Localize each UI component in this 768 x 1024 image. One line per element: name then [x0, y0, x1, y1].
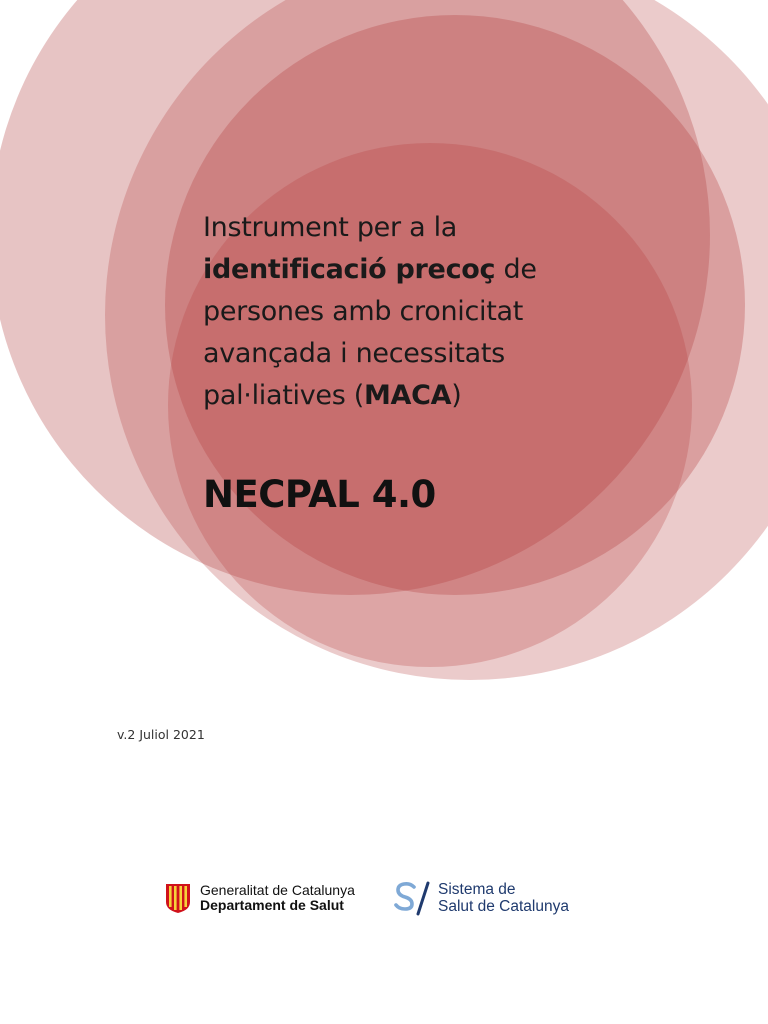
generalitat-emblem-icon — [164, 882, 192, 914]
sistema-line-2: Salut de Catalunya — [438, 898, 569, 915]
title-emphasis: identificació precoç — [203, 254, 496, 285]
sistema-s-slash-icon — [394, 878, 434, 918]
sistema-line-1: Sistema de — [438, 881, 516, 898]
version-label: v.2 Juliol 2021 — [117, 727, 205, 742]
document-name: NECPAL 4.0 — [203, 473, 436, 516]
title-line-5 — [203, 375, 643, 417]
title-line-1: Instrument per a la — [203, 212, 458, 243]
title-line-5-post: ) — [451, 380, 462, 411]
title-line-5-pre: pal·liatives ( — [203, 380, 364, 411]
cover-title — [203, 207, 643, 417]
title-line-2 — [203, 249, 643, 291]
sistema-salut-logo — [394, 878, 569, 918]
title-line-2-rest: de — [495, 254, 537, 285]
department-name: Departament de Salut — [200, 897, 344, 913]
generalitat-logo — [164, 881, 355, 915]
title-line-3: persones amb cronicitat — [203, 296, 524, 327]
title-acronym: MACA — [363, 380, 452, 411]
title-line-4: avançada i necessitats — [203, 338, 505, 369]
generalitat-name: Generalitat de Catalunya — [200, 882, 355, 898]
